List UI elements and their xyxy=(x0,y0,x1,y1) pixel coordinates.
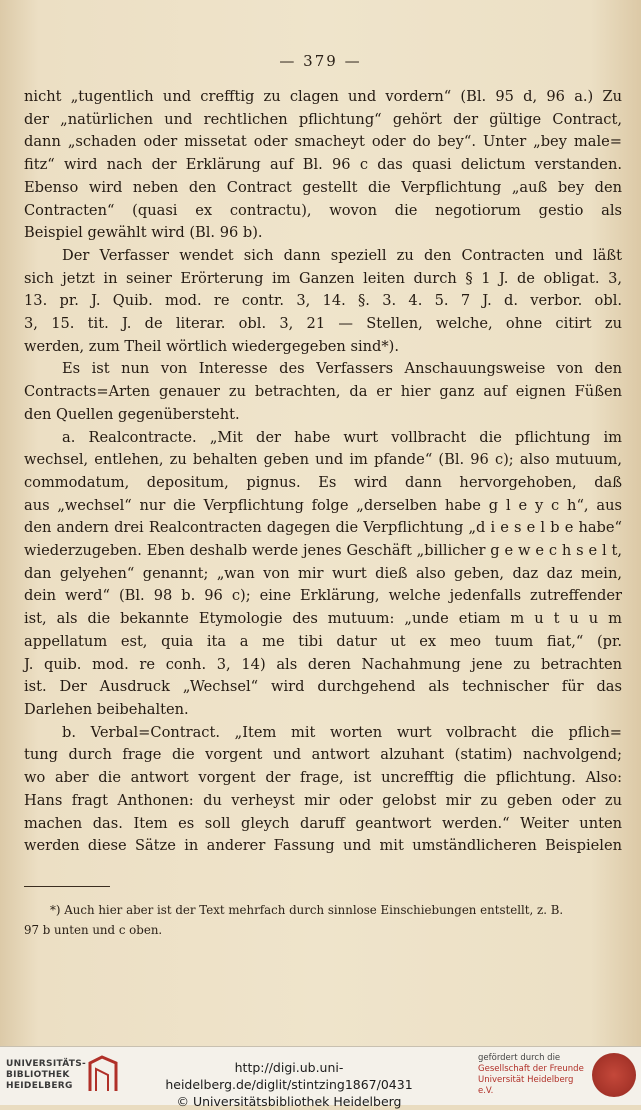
footnote-line: *) Auch hier aber ist der Text mehrfach durch sinnlose Einschiebungen entstellt, z. B. xyxy=(50,903,564,917)
digitization-footer xyxy=(0,1046,641,1109)
permalink[interactable]: http://digi.ub.uni-heidelberg.de/diglit/stintzing1867/0431 xyxy=(165,1060,413,1092)
text-line: ist, als die bekannte Etymologie des mutuum: „unde etiam m u t u u m xyxy=(24,610,622,628)
text-line: werden diese Sätze in anderer Fassung und mit umständlicheren Beispielen xyxy=(24,837,622,855)
text-line: werden, zum Theil wörtlich wiedergegeben sind*). xyxy=(24,337,399,355)
university-seal-icon xyxy=(592,1053,636,1097)
library-logo[interactable] xyxy=(6,1059,87,1092)
text-line: machen das. Item es soll gleych daruff geantwort werden.“ Weiter unten xyxy=(24,814,622,832)
text-line: Der Verfasser wendet sich dann speziell zu den Contracten und läßt xyxy=(62,246,622,264)
main-text xyxy=(24,86,622,858)
library-name-line: HEIDELBERG xyxy=(6,1081,73,1091)
text-line: appellatum est, quia ita a me tibi datur ut ex meo tuum fiat,“ (pr. xyxy=(24,632,622,650)
text-line: J. quib. mod. re conh. 3, 14) als deren Nachahmung jene zu betrachten xyxy=(24,655,622,673)
library-name-line: BIBLIOTHEK xyxy=(6,1070,70,1080)
text-line: Hans fragt Anthonen: du verheyst mir oder gelobst mir zu geben oder zu xyxy=(24,791,622,809)
text-line: fitz“ wird nach der Erklärung auf Bl. 96 c das quasi delictum verstanden. xyxy=(24,156,622,174)
text-line: Darlehen beibehalten. xyxy=(24,700,189,718)
text-line: 3, 15. tit. J. de literar. obl. 3, 21 — Stellen, welche, ohne citirt zu xyxy=(24,315,622,333)
text-line: wechsel, entlehen, zu behalten geben und im pfande“ (Bl. 96 c); also mutuum, xyxy=(24,451,622,469)
text-line: Beispiel gewählt wird (Bl. 96 b). xyxy=(24,224,263,242)
text-line: b. Verbal=Contract. „Item mit worten wurt volbracht die pflich= xyxy=(62,723,622,741)
text-line: ist. Der Ausdruck „Wechsel“ wird durchgehend als technischer für das xyxy=(24,678,622,696)
text-line: dann „schaden oder missetat oder smacheyt oder do bey“. Unter „bey male= xyxy=(24,133,622,151)
text-line: den Quellen gegenübersteht. xyxy=(24,405,240,423)
text-line: wo aber die antwort vorgent der frage, ist uncrefftig die pflichtung. Also: xyxy=(24,769,622,787)
page-number: — 379 — xyxy=(279,52,362,70)
library-emblem-icon xyxy=(86,1055,120,1093)
text-line: wiederzugeben. Eben deshalb werde jenes Geschäft „billicher g e w e c h s e l t, xyxy=(24,542,622,560)
text-line: tung durch frage die vorgent und antwort alzuhant (statim) nachvolgend; xyxy=(24,746,622,764)
text-line: Contracts=Arten genauer zu betrachten, da er hier ganz auf eignen Füßen xyxy=(24,383,622,401)
text-line: commodatum, depositum, pignus. Es wird dann hervorgehoben, daß xyxy=(24,473,622,491)
text-line: Ebenso wird neben den Contract gestellt die Verpflichtung „auß bey den xyxy=(24,178,622,196)
text-line: aus „wechsel“ nur die Verpflichtung folge „derselben habe g l e y c h“, aus xyxy=(24,496,622,514)
footnote-rule xyxy=(24,886,110,887)
text-line: dein werd“ (Bl. 98 b. 96 c); eine Erklärung, welche jedenfalls zutreffender xyxy=(24,587,622,605)
text-line: sich jetzt in seiner Erörterung im Ganzen leiten durch § 1 J. de obligat. 3, xyxy=(24,269,622,287)
text-line: 13. pr. J. Quib. mod. re contr. 3, 14. §. 3. 4. 5. 7 J. d. verbor. obl. xyxy=(24,292,622,310)
funding-note xyxy=(478,1053,588,1097)
text-line: dan gelyehen“ genannt; „wan von mir wurt dieß also geben, daz daz mein, xyxy=(24,564,622,582)
copyright: © Universitätsbibliothek Heidelberg xyxy=(176,1094,402,1109)
text-line: Contracten“ (quasi ex contractu), wovon die negotiorum gestio als xyxy=(24,201,622,219)
library-name-line: UNIVERSITÄTS- xyxy=(6,1059,87,1069)
funder-name[interactable]: Gesellschaft der Freunde xyxy=(478,1064,584,1074)
footnote xyxy=(24,900,622,940)
text-line: der „natürlichen und rechtlichen pflichtung“ gehört der gültige Contract, xyxy=(24,110,622,128)
footnote-line: 97 b unten und c oben. xyxy=(24,923,163,937)
funder-name[interactable]: Universität Heidelberg e.V. xyxy=(478,1075,574,1096)
text-line: Es ist nun von Interesse des Verfassers Anschauungsweise von den xyxy=(62,360,622,378)
funding-label: gefördert durch die xyxy=(478,1053,561,1063)
text-line: a. Realcontracte. „Mit der habe wurt vollbracht die pflichtung im xyxy=(62,428,622,446)
text-line: nicht „tugentlich und crefftig zu clagen und vordern“ (Bl. 95 d, 96 a.) Zu xyxy=(24,88,622,105)
text-line: den andern drei Realcontracten dagegen die Verpflichtung „d i e s e l b e habe“ xyxy=(24,519,622,537)
